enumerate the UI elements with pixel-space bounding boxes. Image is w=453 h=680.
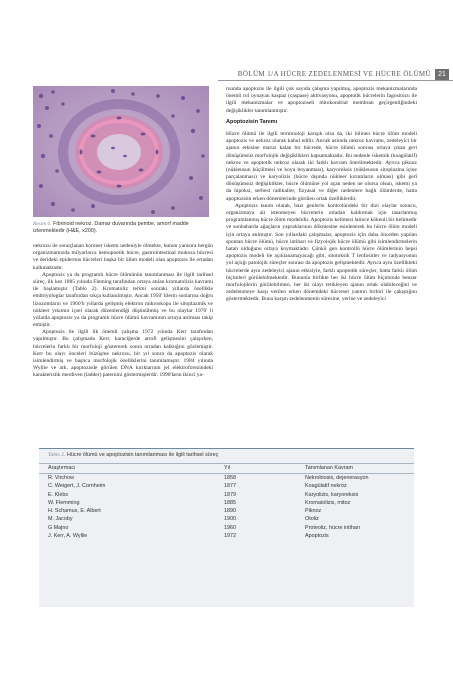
cell-concept: Kromatolizis, mitoz: [305, 499, 351, 506]
cell-concept: Koagülatif nekroz: [305, 483, 347, 490]
cell-concept: Apoptozis: [305, 533, 329, 540]
column-header-concept: Tanımlanan Kavram: [296, 464, 414, 474]
table-title-text: Hücre ölümü ve apoptozisin tanımlanması ile ilgili tarihsel süreç: [66, 452, 219, 458]
paragraph: rısında apoptozis ile ilgili çok sayıda çalışma yapılmış, apoptozis mekanizmalarında önemli rol oynayan kaspaz (caspase) aktivasyonu, apoptotik hücrelerin fagositozu ile ilgili mekanizmalar ve apoptoziseli mitokondrial membran geçirgenliğindeki değişiklikler tanımlanmıştır.: [226, 86, 417, 114]
figure-caption-text: Fibrinoid nekroz. Damar duvarında pembe, amorf madde izlenmektedir (H&E, x200).: [33, 221, 189, 235]
figure-label: Resim 6.: [33, 221, 52, 227]
paragraph: nekrozu ile sonuçlanan koroner iskemi nedeniyle ölmekte, bunun yanısıra hergün organizmamızda milyarlarca hemopoetik hücre, gastrointestinal mukoza hücresi ve derideki epidermis hücreleri başka bir ölüm modeli olan apoptozis ile ortadan kalkmaktadır.: [33, 243, 213, 271]
table-header-row: [39, 464, 414, 474]
column-header-year: Yıl: [214, 464, 296, 474]
table-row: [39, 507, 414, 515]
cell-researcher: C. Weigert, J. Cornheim: [48, 483, 106, 490]
paragraph: Apoptozis ya da programlı hücre ölümünün tanımlanması ile ilgili tarihsel süreç, ilk kez 1885 yılında Fleming tarafından ortaya atılan kromatolizis kavramı ile başlamıştır (Tablo 2). Kromatoliz terimi sonraki yıllarda özellikle embriyologlar tarafından sıkça kullanılmıştır. Ancak 1950' lilerin sonlarına doğru lizozomların ve 1960'lı yıllarda gelişmiş elektron mikroskopu ile sitoplazmik ve nükleer yıkımın içsel olarak düzenlendiği düşünülmüş ve bu olaylar 1970' li yıllarda apoptozis ya da programlı hücre ölümü kavramının ortaya atılması takip etmiştir.: [33, 271, 213, 329]
page-number: 21: [435, 69, 449, 80]
right-column: [226, 86, 417, 303]
cell-researcher: G Majno: [48, 524, 69, 531]
cell-researcher: M. Jacoby: [48, 516, 73, 523]
table-row: [39, 474, 414, 483]
table-row: [39, 524, 414, 532]
cell-researcher: W. Flemming: [48, 499, 80, 506]
table-row: [39, 499, 414, 507]
cell-concept: Proteoliz, hücre intiharı: [305, 524, 361, 531]
table-row: [39, 532, 414, 540]
cell-concept: Otoliz: [305, 516, 319, 523]
paragraph: Apoptozis tanım olarak, bazı genlerin kontrolündeki bir dizi olaylar sonucu, organizmaya ait istenmeyen hücrelerin ortadan kaldırmak için tasarlanmış programlanmış hücre ölüm modelidir. Apoptozis kelimesi latince kökenli bir kelimedir ve sonbaharda ağaçların yapraklarının dökmesine esinlenerek bu hücre ölüm modeli için ortaya atılmıştır. Son yıllardaki çalışmalar, apoptozis için daha önceden yapılan spontan hücre ölümü, hücre intiharı ve fizyolojik hücre ölümü gibi isimlendirmelerin hatalı olduğunu ortaya koymaktadır. Çünkü gen kontrollü hücre ölümlerinin hepsi apoptozis modeli ile açıklanamayacağı gibi, sitotoksik T lenfositler ve radyasyonun yol açtığı patolojik süreçler sonrası da apoptozis gelişmektedir. Ayrıca aynı özellikteki hücrelerde aynı zedeleyici ajanın etkisiyle, farklı apoptotik süreçler, hatta farklı ölüm biçimleri görülebilmektedir. Bununla birlikte her iki hücre ölüm biçiminde benzer morfolojilerin görülebilmesi, her iki olayı tetikleyen ajanın ortak olabileceğini ve zedelenmeye karşı verilen erken dönemdeki hücresel yanıtın birbiri ile çakıştığını göstermektedir. Buna karşın zedelenmenin süresine, yerine ve zedeleyici: [226, 202, 417, 303]
paragraph: Hücre ölümü ile ilgili terminoloji karışık olsa da, iki bilinen hücre ölüm modeli apoptozis ve nekroz olarak kabul edilir. Ancak aslında nekroz kavramı, zedeleyici bir ajanın etkisine maruz kalan bir hücrede, hücre ölümü sonrası ortaya çıkan geri dönüşümsüz morfolojik değişiklikleri kapsamaktadır. Bu nedenle iskemik (koagülatif) nekroz ve apoptotik nekroz olarak iki farklı kavram önerilmektedir. Ayrıca piknoz (nükleusun küçülmesi ve koyu boyanması), karyoreksis (nükleusun sitoplazma içine parçalanması) ve karyolizis (hücre dışında nükleer kırıntıların olması) gibi gerî dönüşümsüz değişiklikler, hücre ölümüne yol açan neden ne olursa olsun, iskemi ya da hipoksi, serbest radikaller, fizyasal ve diğer nedenlere bağlı ölümlerde, hatta apoptozisin erken dönemlerinde görülen ortak özelliklerdir.: [226, 130, 417, 202]
cell-researcher: H. Schamus, E. Albert: [48, 508, 101, 515]
histology-micrograph: [33, 86, 209, 217]
cell-year: 1890: [224, 508, 236, 515]
table-title: [48, 452, 218, 458]
cell-concept: Karyolizis, karyoreksis: [305, 491, 359, 498]
table-row: [39, 491, 414, 499]
cell-year: 1900: [224, 516, 236, 523]
column-header-researcher: Araştırmacı: [39, 464, 214, 474]
table-row: [39, 482, 414, 490]
figure-caption: [33, 221, 213, 235]
table: [39, 463, 414, 540]
cell-researcher: E. Klebs: [48, 491, 69, 498]
table-label: Tablo 2.: [48, 452, 66, 458]
left-column: [33, 243, 213, 380]
cell-researcher: J. Kerr, A. Wyllie: [48, 533, 88, 540]
cell-year: 1858: [224, 475, 236, 481]
table-row: [39, 515, 414, 523]
cell-year: 1879: [224, 491, 236, 498]
cell-concept: Nekrobiosis, dejenerasyon: [305, 475, 369, 481]
cell-year: 1885: [224, 499, 236, 506]
running-header: [218, 70, 453, 81]
micrograph-image: [33, 86, 209, 217]
section-heading: Apoptozisin Tanımı: [226, 118, 278, 125]
chapter-title: BÖLÜM 1/A HÜCRE ZEDELENMESİ VE HÜCRE ÖLÜMÜ: [237, 70, 431, 78]
cell-year: 1972: [224, 533, 236, 540]
paragraph: Apoptozis ile ilgili ilk önemli çalışma 1972 yılında Kerr tarafından yapılmıştır. Bu çalışmada Kerr, karaciğerde atrofi gelişmesini çalışırken, hücrelerin farklı bir morfoloji göstererek sonra ortadan kalktığını gözlemiştir. Kerr bu olayı önceleri büzüşme nekrozu, bir yıl sonra da apoptozis olarak isimlendirmiş ve başlıca morfolojik özelliklerini tanımlamıştır. 1984 yılında Wyllie ve ark. apoptozisde görülen DNA kırıklarının jel elektroforezindeki karakteristik merdiven (ladder) paternini göstermişlerdir. 1990'ların ikinci ya-: [33, 329, 213, 379]
cell-year: 1960: [224, 524, 236, 531]
cell-concept: Piknoz: [305, 508, 322, 515]
cell-year: 1877: [224, 483, 236, 490]
cell-researcher: R. Virchow: [48, 475, 74, 481]
header-rule: [218, 80, 453, 81]
history-table: [39, 448, 414, 607]
